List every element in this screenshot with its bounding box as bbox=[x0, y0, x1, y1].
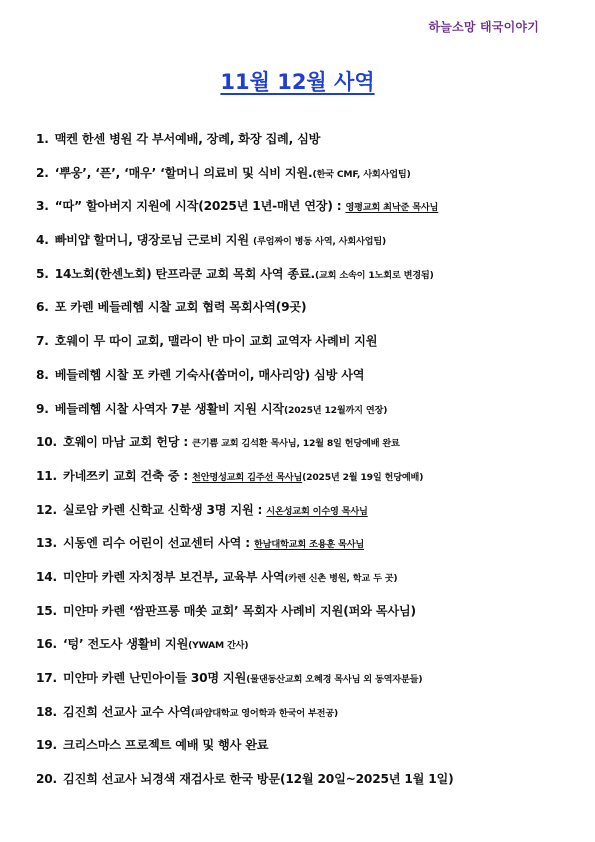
list-item bbox=[36, 568, 566, 602]
item-note: (교회 소속이 1노회로 변경됨) bbox=[314, 269, 434, 281]
header-title: 하늘소망 태국이야기 bbox=[428, 20, 539, 34]
item-number: 13. bbox=[36, 536, 57, 551]
item-number: 9. bbox=[36, 401, 49, 416]
item-number: 14. bbox=[36, 569, 57, 584]
list-item bbox=[36, 770, 566, 804]
list-item bbox=[36, 298, 566, 332]
list-item bbox=[36, 534, 566, 568]
list-item bbox=[36, 703, 566, 737]
item-note: 큰기쁨 교회 김석환 목사님, 12월 8일 헌당예배 완료 bbox=[192, 438, 400, 450]
item-number: 5. bbox=[36, 266, 49, 281]
list-item bbox=[36, 433, 566, 467]
item-text: 포 카렌 베들레헴 시찰 교회 협력 목회사역(9곳) bbox=[54, 300, 307, 315]
item-text: 미얀마 카렌 난민아이들 30명 지원 bbox=[63, 671, 247, 685]
list-item bbox=[36, 366, 566, 400]
item-sponsor: 천안명성교회 김주선 목사님 bbox=[192, 471, 303, 483]
item-note: (루엄짜이 병동 사역, 사회사업팀) bbox=[252, 236, 387, 248]
item-note: (카렌 신촌 병원, 학교 두 곳) bbox=[284, 572, 398, 584]
item-text: 김진희 선교사 뇌경색 재검사로 한국 방문(12월 20일~2025년 1월 1일) bbox=[63, 772, 454, 787]
list-item bbox=[36, 467, 566, 501]
item-note: (2025년 12월까지 연장) bbox=[284, 404, 388, 416]
item-text: 베들레헴 시찰 사역자 7분 생활비 지원 시작 bbox=[54, 401, 284, 416]
list-item bbox=[36, 231, 566, 265]
item-number: 2. bbox=[36, 165, 49, 180]
item-number: 11. bbox=[36, 468, 57, 483]
list-item bbox=[36, 164, 566, 198]
item-note: (물댄동산교회 오혜경 목사님 외 동역자분들) bbox=[246, 674, 423, 685]
page-title-text: 11월 12월 사역 bbox=[220, 70, 375, 94]
item-number: 6. bbox=[36, 300, 49, 315]
list-item bbox=[36, 130, 566, 164]
item-number: 16. bbox=[36, 637, 57, 652]
item-text: 실로암 카렌 신학교 신학생 3명 지원 : bbox=[63, 502, 267, 517]
ministry-list bbox=[36, 130, 566, 804]
item-number: 20. bbox=[36, 772, 57, 787]
item-text: 카네쯔키 교회 건축 중 : bbox=[63, 468, 193, 483]
list-item bbox=[36, 736, 566, 770]
item-text: 시동엔 리수 어린이 선교센터 사역 : bbox=[63, 536, 254, 551]
item-text: “따” 할아버지 지원에 시작(2025년 1년-매년 연장) : bbox=[54, 199, 346, 214]
list-item bbox=[36, 332, 566, 366]
item-text: 베들레헴 시찰 포 카렌 기숙사(쏩머이, 매사리앙) 심방 사역 bbox=[54, 367, 365, 382]
item-text: 미얀마 카렌 자치정부 보건부, 교육부 사역 bbox=[63, 569, 285, 584]
item-number: 18. bbox=[36, 704, 57, 719]
item-note-after: (2025년 2월 19일 헌당예배) bbox=[302, 471, 424, 483]
item-number: 8. bbox=[36, 367, 49, 382]
list-item bbox=[36, 197, 566, 231]
item-sponsor: 시온성교회 이수영 목사님 bbox=[266, 505, 368, 517]
item-note: (YWAM 간사) bbox=[188, 640, 249, 652]
item-text: ‘뿌웅’, ‘픈’, ‘매우’ ‘할머니 의료비 및 식비 지원. bbox=[54, 165, 313, 180]
list-item bbox=[36, 501, 566, 535]
item-number: 3. bbox=[36, 199, 49, 214]
list-item bbox=[36, 669, 566, 703]
item-number: 15. bbox=[36, 603, 57, 618]
item-text: 김진희 선교사 교수 사역 bbox=[63, 704, 191, 719]
item-number: 7. bbox=[36, 334, 49, 349]
item-text: 호웨이 무 따이 교회, 맬라이 반 마이 교회 교역자 사례비 지원 bbox=[54, 334, 378, 349]
item-number: 17. bbox=[36, 671, 57, 685]
item-number: 10. bbox=[36, 435, 57, 450]
item-text: 빠비얍 할머니, 댕장로님 근로비 지원 bbox=[54, 233, 253, 248]
list-item bbox=[36, 602, 566, 636]
item-text: 미얀마 카렌 ‘쌈판프롱 매쏫 교회’ 목회자 사례비 지원(퍼와 목사님) bbox=[63, 603, 416, 618]
item-text: ‘텅’ 전도사 생활비 지원 bbox=[63, 637, 189, 652]
list-item bbox=[36, 265, 566, 299]
item-number: 4. bbox=[36, 233, 49, 248]
item-number: 1. bbox=[36, 132, 49, 146]
item-number: 12. bbox=[36, 502, 57, 517]
item-note: (파얍대학교 영어학과 한국어 부전공) bbox=[190, 707, 338, 719]
item-text: 크리스마스 프로젝트 예배 및 행사 완료 bbox=[63, 738, 269, 753]
item-number: 19. bbox=[36, 738, 57, 753]
list-item bbox=[36, 400, 566, 434]
item-text: 맥켄 한센 병원 각 부서예배, 장례, 화장 집례, 심방 bbox=[54, 132, 321, 146]
item-text: 14노회(한센노회) 탄프라쿤 교회 목회 사역 종료. bbox=[54, 266, 315, 281]
item-sponsor: 영평교회 최낙준 목사님 bbox=[345, 202, 439, 214]
list-item bbox=[36, 635, 566, 669]
page-title bbox=[0, 66, 595, 96]
item-note: (한국 CMF, 사회사업팀) bbox=[312, 168, 411, 180]
item-sponsor: 한남대학교회 조용훈 목사님 bbox=[253, 539, 365, 551]
item-text: 호웨이 마남 교회 헌당 : bbox=[63, 435, 193, 450]
